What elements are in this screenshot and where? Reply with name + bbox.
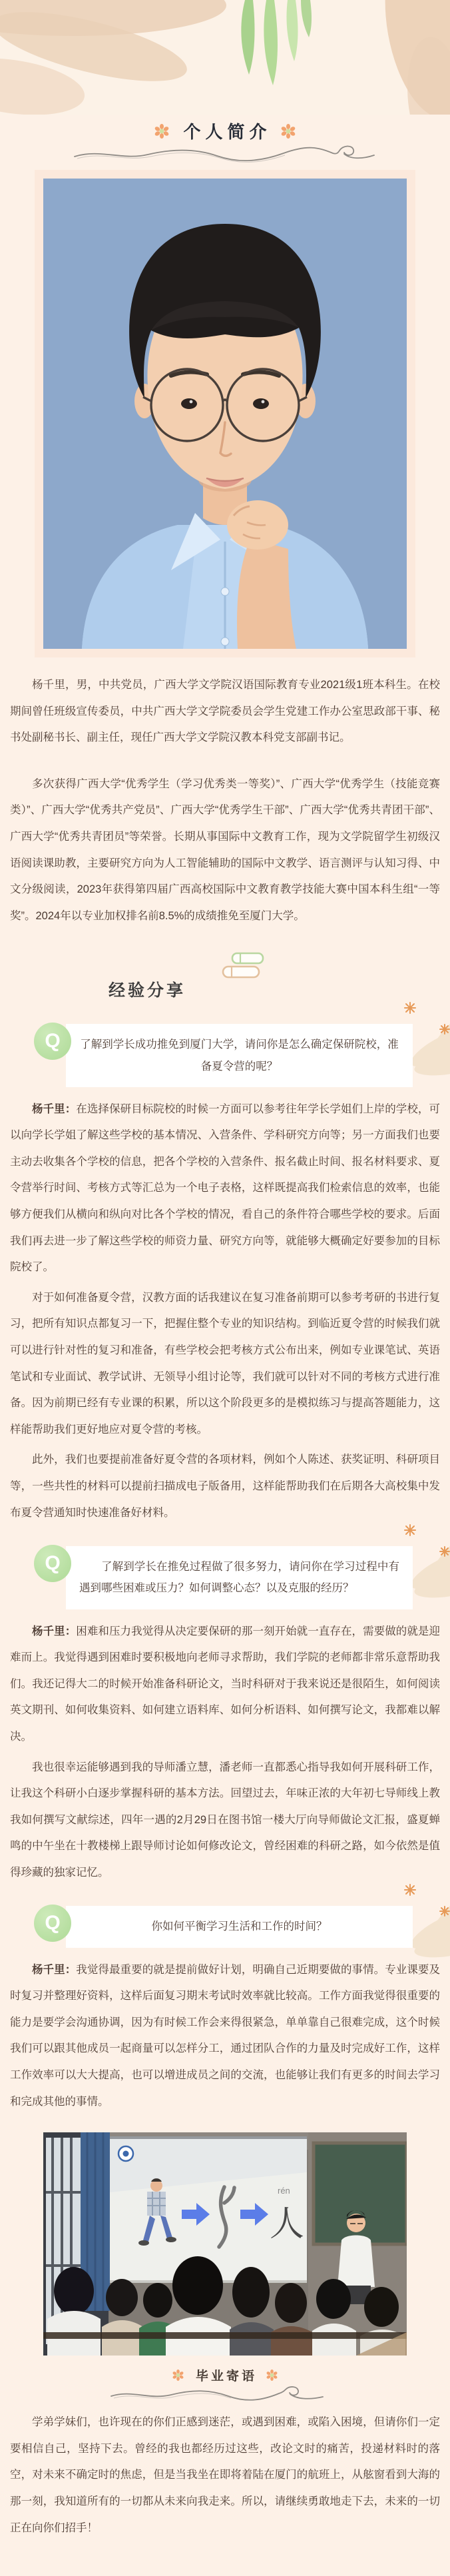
- squiggle-divider: [0, 145, 450, 165]
- flower-icon: [154, 124, 169, 139]
- question-text: 你如何平衡学习生活和工作的时间？: [151, 1921, 328, 1933]
- slide-hanzi: 人: [270, 2206, 305, 2244]
- watercolor-strokes-icon: [0, 0, 450, 115]
- flower-icon: [266, 2369, 278, 2381]
- profile-title: 个人简介: [183, 122, 272, 142]
- answer-paragraph: 对于如何准备夏令营，汉教方面的话我建议在复习准备前期可以参考考研的书进行复习，把所有知识点都复习一下，把握住整个专业的知识结构。到临近夏令营的时候我们就可以进行针对性的复习和准备，有些学校会把考核方式公布出来，例如专业课笔试、英语笔试和专业面试、教学试讲、无领导小组讨论等，我们就可以针对不同的考核方式进行准备。因为前期已经有专业课的积累，所以这个阶段更多的是模拟练习与提高答题能力，这样能帮助我们更好地应对夏令营的考核。: [10, 1291, 440, 1436]
- question-card: [45, 1546, 413, 1609]
- answer-author: 杨千里：: [32, 1963, 77, 1976]
- q-icon: Q: [34, 1545, 71, 1582]
- portrait-photo: [35, 170, 415, 657]
- qa-block: [0, 1906, 450, 2115]
- teaching-photo: [43, 2132, 407, 2356]
- answer-block: [0, 1619, 450, 1887]
- header-decoration: [0, 0, 450, 115]
- answer-author: 杨千里：: [32, 1102, 77, 1115]
- paragraph: 多次获得广西大学“优秀学生（学习优秀类一等奖）”、广西大学“优秀学生（技能竞赛类）”、广西大学“优秀共产党员”、广西大学“优秀学生干部”、广西大学“优秀共青团干部”、广西大学“优秀共青团员”等荣誉。长期从事国际中文教育工作，现为文学院留学生初级汉语阅读课助教，主要研究方向为人工智能辅助的国际中文教学、语言测评与认知习得、中文分级阅读，2023年获得第四届广西高校国际中文教育教学技能大赛中国本科生组“一等奖”。2024年以专业加权排名前8.5%的成绩推免至厦门大学。: [10, 777, 440, 922]
- graduation-section-title: [0, 2366, 450, 2384]
- qa-block: [0, 1546, 450, 1886]
- experience-section: [0, 953, 450, 2356]
- answer-paragraph: 我也很幸运能够遇到我的导师潘立慧，潘老师一直都悉心指导我如何开展科研工作，让我这个科研小白逐步掌握科研的基本方法。回望过去，年味正浓的大年初七导师线上教我如何撰写文献综述，四年一遇的2月29日在图书馆一楼大厅向导师做论文汇报，盛夏蝉鸣的中午坐在十教楼梯上跟导师讨论如何修改论文，曾经困难的科研之路，如今依然是值得珍藏的独家记忆。: [10, 1761, 440, 1879]
- graduation-section: [0, 2366, 450, 2576]
- flower-icon: [281, 124, 296, 139]
- qa-block: [0, 1024, 450, 1526]
- answer-paragraph: 杨千里：我觉得最重要的就是提前做好计划，明确自己近期要做的事情。专业课要及时复习并整理好资料，这样后面复习期末考试时效率就比较高。工作方面我觉得很重要的能力是要学会沟通协调，因为有时候工作会来得很紧急，单单靠自己很难完成，这个时候我们可以跟其他成员一起商量可以怎样分工，通过团队合作的力量及时完成好工作，这样工作效率可以大大提高，也可以增进成员之间的交流，也能够让我们有更多的时间去学习和完成其他的事情。: [10, 1963, 441, 2108]
- answer-paragraph: 杨千里：困难和压力我觉得从决定要保研的那一刻开始就一直存在，需要做的就是迎难而上。我觉得遇到困难时要积极地向老师寻求帮助，我们学院的老师都非常乐意帮助我们。我还记得大二的时候开始准备科研论文，当时科研对于我来说还是很陌生，如何阅读英文期刊、如何收集资料、如何建立语料库、如何分析语料、如何撰写论文，我都难以解决。: [10, 1625, 441, 1743]
- slide-pinyin: rén: [278, 2186, 290, 2196]
- profile-section-title: [0, 119, 450, 143]
- experience-heading: [109, 953, 268, 1001]
- question-text: 了解到学长成功推免到厦门大学，请问你是怎么确定保研院校，准备夏令营的呢？: [80, 1039, 399, 1073]
- q-icon: Q: [34, 1905, 71, 1942]
- answer-author: 杨千里：: [32, 1625, 77, 1637]
- experience-title: 经验分享: [109, 981, 186, 1001]
- q-icon: Q: [34, 1023, 71, 1060]
- flower-icon: [172, 2369, 184, 2381]
- question-text: 了解到学长在推免过程做了很多努力，请问你在学习过程中有遇到哪些困难或压力？如何调整心态？以及克服的经历？: [79, 1561, 399, 1595]
- graduation-title: 毕业寄语: [195, 2369, 257, 2384]
- leaf-icon: [241, 0, 312, 85]
- paragraph: 杨千里，男，中共党员，广西大学文学院汉语国际教育专业2021级1班本科生。在校期间曾任班级宣传委员，中共广西大学文学院委员会学生党建工作办公室思政部干事、秘书处副秘书长、副主任，现任广西大学文学院汉教本科党支部副书记。: [10, 679, 440, 744]
- paragraph: 学弟学妹们，也许现在的你们正感到迷茫，或遇到困难，或陷入困境，但请你们一定要相信自己，坚持下去。曾经的我也都经历过这些，改论文时的痛苦，投递材料时的落空，对未来不确定时的焦虑，但是当我坐在即将着陆在厦门的航班上，从舷窗看到大海的那一刻，我知道所有的一切都从未来向我走来。所以，请继续勇敢地走下去，未来的一切正在向你们招手！: [10, 2416, 440, 2534]
- question-card: [45, 1024, 413, 1086]
- answer-paragraph: 杨千里：在选择保研目标院校的时候一方面可以参考往年学长学姐们上岸的学校，可以向学长学姐了解这些学校的基本情况、入营条件、学科研究方向等；另一方面我们也要主动去收集各个学校的信息，把各个学校的入营条件、报名截止时间、报名材料要求、夏令营举行时间、考核方式等汇总为一个电子表格，这样既提高我们检索信息的效率，也能够方便我们从横向和纵向对比各个学校的情况，看自己的条件符合哪些学校的要求。后面我们再去进一步了解这些学校的师资力量、研究方向等，就能够大概确定好要参加的目标院校了。: [10, 1102, 441, 1274]
- books-icon: [220, 951, 266, 985]
- answer-block: [0, 1096, 450, 1527]
- squiggle-divider: [0, 2385, 450, 2405]
- answer-block: [0, 1957, 450, 2116]
- profile-paragraphs: [0, 672, 450, 929]
- question-card: [45, 1906, 413, 1947]
- graduation-message: [0, 2409, 450, 2541]
- answer-paragraph: 此外，我们也要提前准备好夏令营的各项材料，例如个人陈述、获奖证明、科研项目等，一些共性的材料可以提前扫描成电子版备用，这样能帮助我们在后期各大高校集中发布夏令营通知时快速准备好材料。: [10, 1454, 440, 1519]
